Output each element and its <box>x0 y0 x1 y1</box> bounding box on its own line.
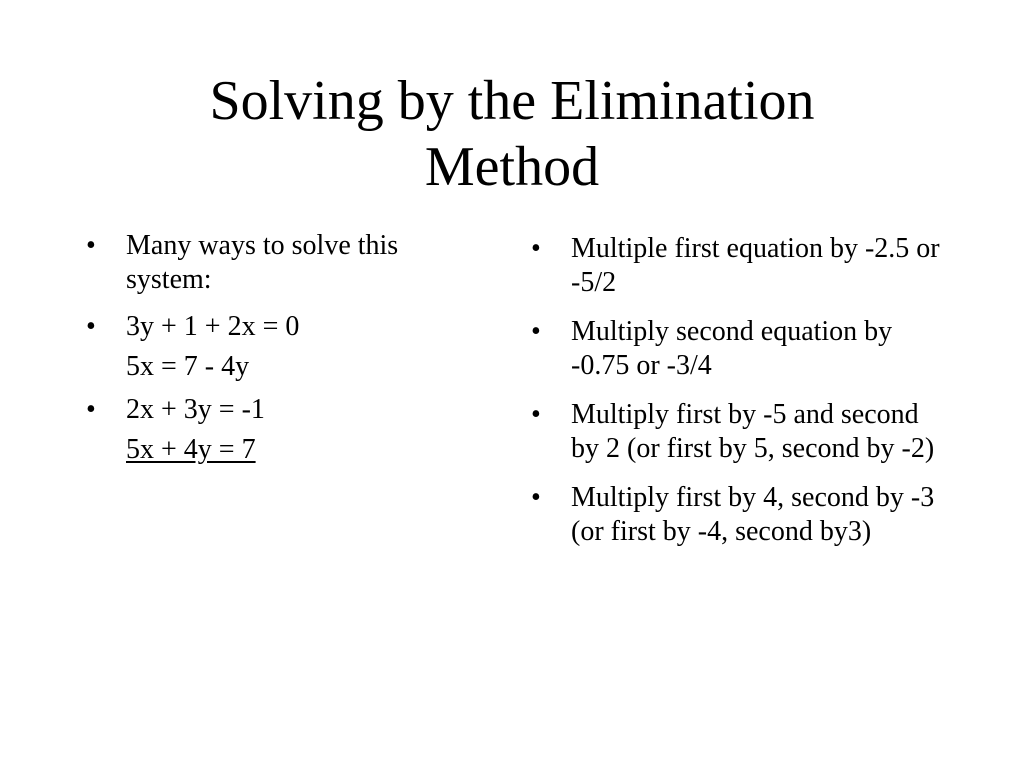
slide-title <box>112 68 912 200</box>
left-continuation-line-1 <box>86 350 486 384</box>
right-bullet-text-2: Multiply second equation by -0.75 or -3/4 <box>571 316 893 381</box>
slide-title-line-2: Method <box>424 136 600 198</box>
bullet-icon: • <box>531 399 541 430</box>
bullet-icon: • <box>531 233 541 264</box>
right-bullet-text-3: Multiply first by -5 and second by 2 (or first by 5, second by -2) <box>571 399 935 464</box>
left-bullet-text-1: Many ways to solve this system: <box>126 230 399 295</box>
bullet-icon: • <box>86 311 96 342</box>
right-bullet-item-4 <box>531 481 951 549</box>
bullet-icon: • <box>531 316 541 347</box>
left-continuation-line-2 <box>86 433 486 467</box>
left-bullet-text-3: 2x + 3y = -1 <box>126 394 265 425</box>
left-bullet-item-1 <box>86 229 486 297</box>
left-bullet-item-2 <box>86 310 486 344</box>
left-bullet-list <box>86 229 486 476</box>
left-continuation-text-2: 5x + 4y = 7 <box>126 434 256 465</box>
bullet-icon: • <box>531 482 541 513</box>
right-bullet-list <box>531 232 951 564</box>
right-bullet-item-1 <box>531 232 951 300</box>
right-bullet-item-2 <box>531 315 951 383</box>
right-bullet-text-1: Multiple first equation by -2.5 or -5/2 <box>571 233 940 298</box>
left-bullet-text-2: 3y + 1 + 2x = 0 <box>126 311 300 342</box>
right-bullet-item-3 <box>531 398 951 466</box>
bullet-icon: • <box>86 394 96 425</box>
left-continuation-text-1: 5x = 7 - 4y <box>126 351 250 382</box>
slide-title-line-1: Solving by the Elimination <box>209 70 815 132</box>
right-bullet-text-4: Multiply first by 4, second by -3 (or first by -4, second by3) <box>571 482 935 547</box>
left-bullet-item-3 <box>86 393 486 427</box>
bullet-icon: • <box>86 230 96 261</box>
